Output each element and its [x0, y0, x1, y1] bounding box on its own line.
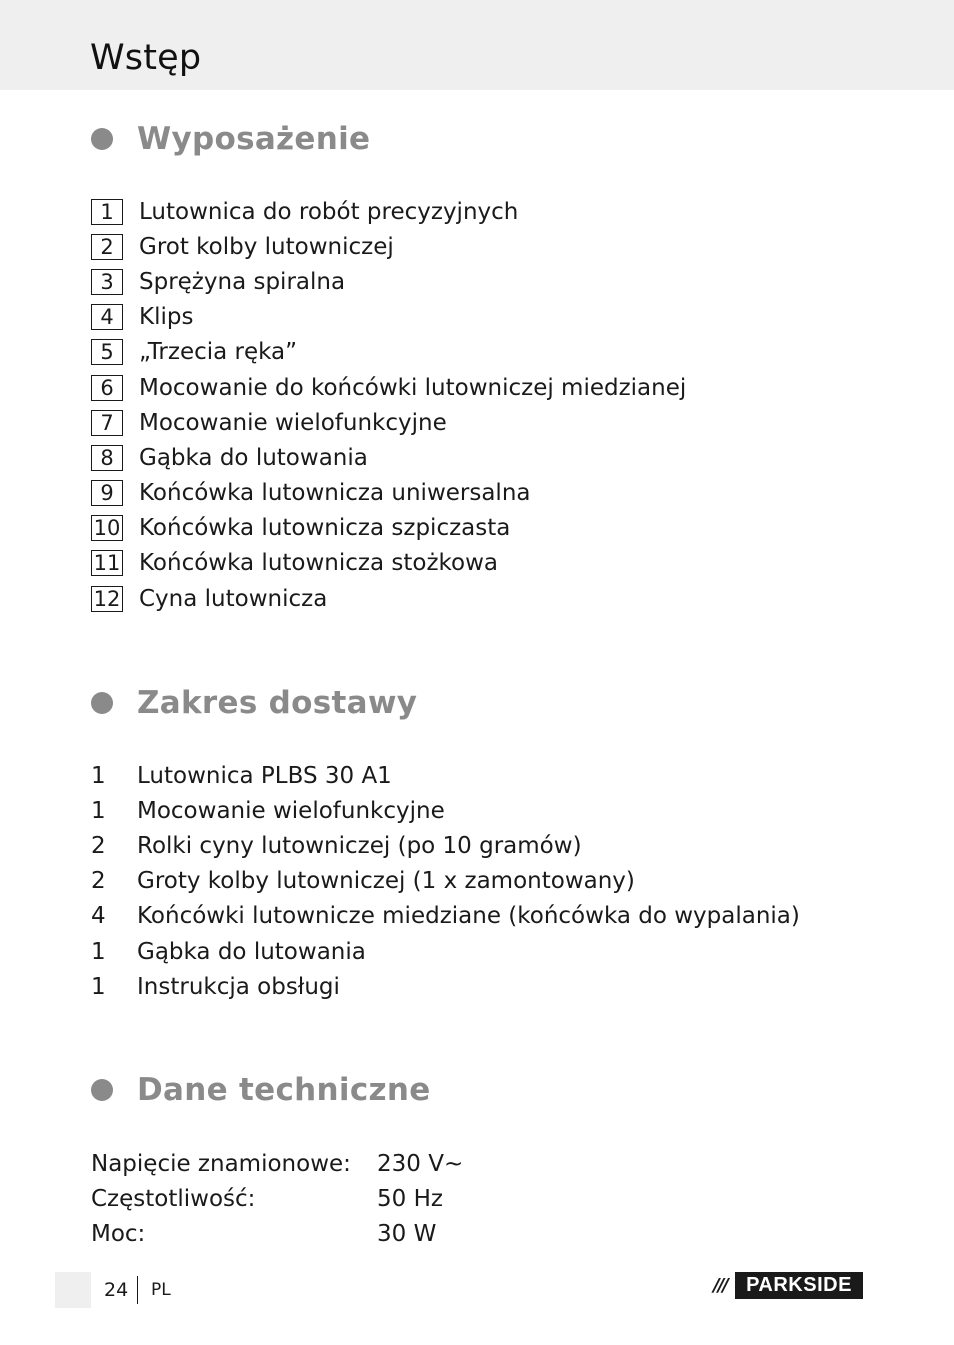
equipment-item	[91, 440, 686, 475]
equipment-item	[91, 264, 686, 299]
item-quantity: 2	[91, 868, 106, 895]
item-text: Końcówka lutownicza stożkowa	[139, 550, 499, 577]
delivery-list	[91, 758, 800, 1004]
spec-value: 230 V∼	[377, 1150, 464, 1177]
footer-divider	[137, 1276, 138, 1304]
item-text: Końcówki lutownicze miedziane (końcówka do wypalania)	[137, 903, 800, 930]
item-text: „Trzecia ręka”	[139, 339, 298, 366]
equipment-item	[91, 335, 686, 370]
equipment-item	[91, 194, 686, 229]
spec-label: Moc:	[91, 1220, 146, 1247]
item-number: 5	[91, 339, 123, 365]
spec-table	[91, 1146, 463, 1251]
spec-value: 50 Hz	[377, 1185, 443, 1212]
item-text: Groty kolby lutowniczej (1 x zamontowany)	[137, 868, 635, 895]
spec-value: 30 W	[377, 1220, 437, 1247]
brand-name: PARKSIDE	[746, 1274, 852, 1296]
item-text: Rolki cyny lutowniczej (po 10 gramów)	[137, 832, 582, 859]
item-number: 4	[91, 304, 123, 330]
equipment-item	[91, 476, 686, 511]
item-number: 2	[91, 234, 123, 260]
delivery-title: Zakres dostawy	[137, 685, 418, 721]
item-text: Cyna lutownicza	[139, 585, 328, 612]
item-number: 9	[91, 480, 123, 506]
bullet-icon	[91, 692, 113, 714]
item-text: Instrukcja obsługi	[137, 973, 340, 1000]
specs-heading	[91, 1070, 431, 1110]
equipment-item	[91, 511, 686, 546]
delivery-item	[91, 793, 800, 828]
language-code: PL	[151, 1280, 171, 1300]
item-text: Grot kolby lutowniczej	[139, 233, 394, 260]
item-quantity: 1	[91, 762, 106, 789]
delivery-item	[91, 969, 800, 1004]
item-number: 6	[91, 375, 123, 401]
item-quantity: 1	[91, 938, 106, 965]
spec-row	[91, 1216, 463, 1251]
item-number: 3	[91, 269, 123, 295]
equipment-list	[91, 194, 686, 616]
item-text: Klips	[139, 304, 194, 331]
item-number: 8	[91, 445, 123, 471]
item-text: Mocowanie wielofunkcyjne	[139, 409, 447, 436]
delivery-item	[91, 899, 800, 934]
delivery-item	[91, 828, 800, 863]
item-quantity: 1	[91, 973, 106, 1000]
item-text: Mocowanie wielofunkcyjne	[137, 797, 445, 824]
item-number: 11	[91, 550, 123, 576]
parkside-logo	[705, 1272, 863, 1299]
item-number: 1	[91, 199, 123, 225]
equipment-item	[91, 229, 686, 264]
spec-label: Częstotliwość:	[91, 1185, 256, 1212]
equipment-title: Wyposażenie	[137, 121, 371, 157]
item-number: 7	[91, 410, 123, 436]
item-quantity: 1	[91, 797, 106, 824]
spec-row	[91, 1146, 463, 1181]
item-text: Końcówka lutownicza uniwersalna	[139, 480, 531, 507]
page-title: Wstęp	[90, 38, 202, 78]
spec-label: Napięcie znamionowe:	[91, 1150, 351, 1177]
delivery-item	[91, 758, 800, 793]
bullet-icon	[91, 128, 113, 150]
specs-title: Dane techniczne	[137, 1072, 431, 1108]
item-text: Gąbka do lutowania	[137, 938, 366, 965]
equipment-item	[91, 405, 686, 440]
delivery-heading	[91, 683, 417, 723]
delivery-item	[91, 934, 800, 969]
item-text: Lutownica PLBS 30 A1	[137, 762, 392, 789]
spec-row	[91, 1181, 463, 1216]
item-quantity: 2	[91, 832, 106, 859]
equipment-item	[91, 300, 686, 335]
equipment-item	[91, 370, 686, 405]
equipment-item	[91, 581, 686, 616]
item-text: Końcówka lutownicza szpiczasta	[139, 515, 511, 542]
equipment-item	[91, 546, 686, 581]
item-quantity: 4	[91, 903, 106, 930]
logo-stripes-icon: ///	[705, 1272, 735, 1299]
item-number: 10	[91, 515, 123, 541]
page-number: 24	[104, 1279, 129, 1301]
equipment-heading	[91, 119, 370, 159]
delivery-item	[91, 864, 800, 899]
item-text: Sprężyna spiralna	[139, 268, 346, 295]
item-text: Gąbka do lutowania	[139, 444, 368, 471]
item-text: Lutownica do robót precyzyjnych	[139, 198, 519, 225]
item-number: 12	[91, 586, 123, 612]
footer-marker	[55, 1272, 91, 1308]
item-text: Mocowanie do końcówki lutowniczej miedzianej	[139, 374, 687, 401]
bullet-icon	[91, 1079, 113, 1101]
